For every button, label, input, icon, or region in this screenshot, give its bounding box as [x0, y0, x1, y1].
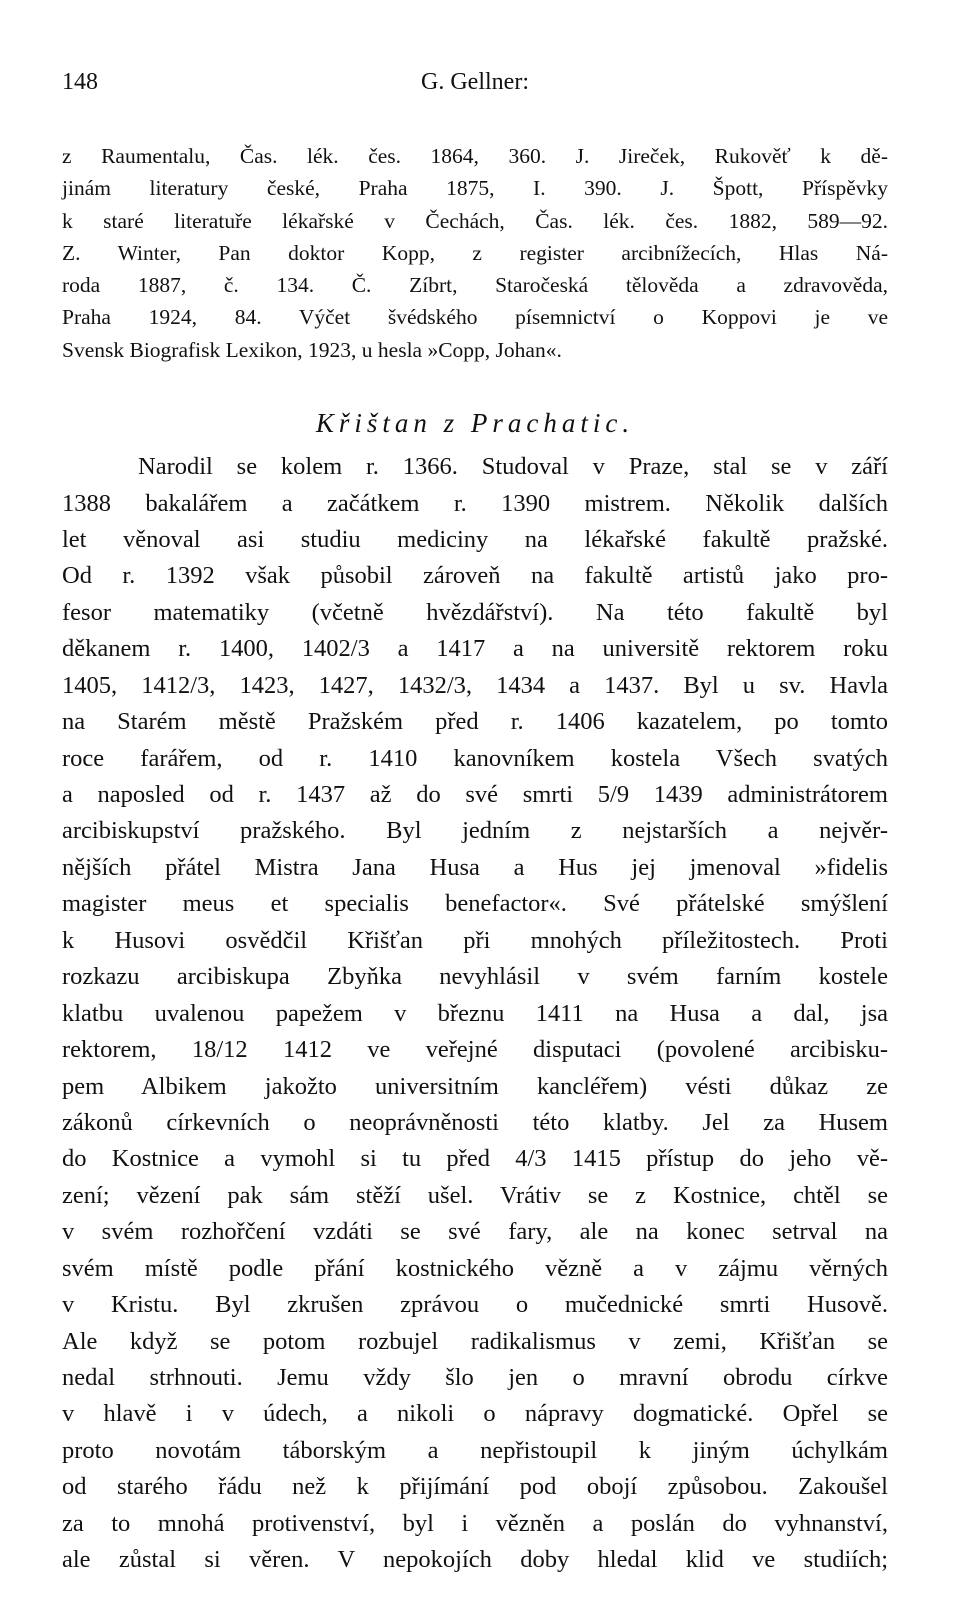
- text-line: roda 1887, č. 134. Č. Zíbrt, Staročeská tělověda a zdravověda,: [62, 273, 888, 298]
- text-line: na Starém městě Pražském před r. 1406 kazatelem, po tomto: [62, 708, 888, 736]
- text-line: magister meus et specialis benefactor«. Své přátelské smýšlení: [62, 890, 888, 918]
- text-line: klatbu uvalenou papežem v březnu 1411 na Husa a dal, jsa: [62, 999, 888, 1027]
- book-page: [62, 62, 888, 1579]
- text-line: k Husovi osvědčil Křišťan při mnohých příležitostech. Proti: [62, 926, 888, 954]
- text-line: od starého řádu než k přijímání pod obojí způsobou. Zakoušel: [62, 1473, 888, 1501]
- text-line: svém místě podle přání kostnického vězně a v zájmu věrných: [62, 1254, 888, 1282]
- text-line: v hlavě i v údech, a nikoli o nápravy dogmatické. Opřel se: [62, 1400, 888, 1428]
- text-line: proto novotám táborským a nepřistoupil k jiným úchylkám: [62, 1436, 888, 1464]
- body-paragraph: [62, 449, 888, 1579]
- page-header: [62, 62, 888, 102]
- running-head: G. Gellner:: [421, 69, 529, 95]
- text-line: za to mnohá protivenství, byl i vězněn a poslán do vyhnanství,: [62, 1509, 888, 1537]
- text-line: jinám literatury české, Praha 1875, I. 390. J. Špott, Příspěvky: [62, 176, 888, 201]
- page-number: 148: [62, 69, 98, 95]
- text-line: Z. Winter, Pan doktor Kopp, z register arcibnížecích, Hlas Ná-: [62, 240, 888, 265]
- text-line: Od r. 1392 však působil zároveň na fakultě artistů jako pro-: [62, 562, 888, 590]
- text-line: v Kristu. Byl zkrušen zprávou o mučednické smrti Husově.: [62, 1291, 888, 1319]
- text-line: rektorem, 18/12 1412 ve veřejné disputaci (povolené arcibisku-: [62, 1036, 888, 1064]
- text-line: k staré literatuře lékařské v Čechách, Čas. lék. čes. 1882, 589—92.: [62, 208, 888, 233]
- text-line: ale zůstal si věren. V nepokojích doby hledal klid ve studiích;: [62, 1546, 888, 1574]
- text-line: roce farářem, od r. 1410 kanovníkem kostela Všech svatých: [62, 744, 888, 772]
- text-line: z Raumentalu, Čas. lék. čes. 1864, 360. J. Jireček, Rukověť k dě-: [62, 144, 888, 168]
- text-line: zákonů církevních o neoprávněnosti této klatby. Jel za Husem: [62, 1108, 888, 1136]
- text-line: Praha 1924, 84. Výčet švédského písemnictví o Koppovi je ve: [62, 305, 888, 330]
- bibliographic-notes: [62, 140, 888, 366]
- text-line: Ale když se potom rozbujel radikalismus v zemi, Křišťan se: [62, 1327, 888, 1355]
- text-line: děkanem r. 1400, 1402/3 a 1417 a na universitě rektorem roku: [62, 635, 888, 663]
- text-line: zení; vězení pak sám stěží ušel. Vrátiv se z Kostnice, chtěl se: [62, 1181, 888, 1209]
- text-line: let věnoval asi studiu mediciny na lékařské fakultě pražské.: [62, 525, 888, 553]
- section-heading: Křištan z Prachatic.: [315, 408, 635, 439]
- text-line: 1388 bakalářem a začátkem r. 1390 mistrem. Několik dalších: [62, 489, 888, 517]
- text-line: nějších přátel Mistra Jana Husa a Hus jej jmenoval »fidelis: [62, 853, 888, 881]
- text-line: Narodil se kolem r. 1366. Studoval v Praze, stal se v září: [138, 453, 888, 481]
- text-line: rozkazu arcibiskupa Zbyňka nevyhlásil v svém farním kostele: [62, 963, 888, 991]
- text-line: Svensk Biografisk Lexikon, 1923, u hesla »Copp, Johan«.: [62, 337, 562, 362]
- text-line: fesor matematiky (včetně hvězdářství). Na této fakultě byl: [62, 598, 888, 626]
- text-line: arcibiskupství pražského. Byl jedním z nejstarších a nejvěr-: [62, 817, 888, 845]
- text-line: nedal strhnouti. Jemu vždy šlo jen o mravní obrodu církve: [62, 1364, 888, 1392]
- text-line: pem Albikem jakožto universitním kancléřem) vésti důkaz ze: [62, 1072, 888, 1100]
- text-line: a naposled od r. 1437 až do své smrti 5/9 1439 administrátorem: [62, 781, 888, 809]
- text-line: 1405, 1412/3, 1423, 1427, 1432/3, 1434 a 1437. Byl u sv. Havla: [62, 671, 888, 699]
- text-line: v svém rozhořčení vzdáti se své fary, ale na konec setrval na: [62, 1218, 888, 1246]
- text-line: do Kostnice a vymohl si tu před 4/3 1415 přístup do jeho vě-: [62, 1145, 888, 1173]
